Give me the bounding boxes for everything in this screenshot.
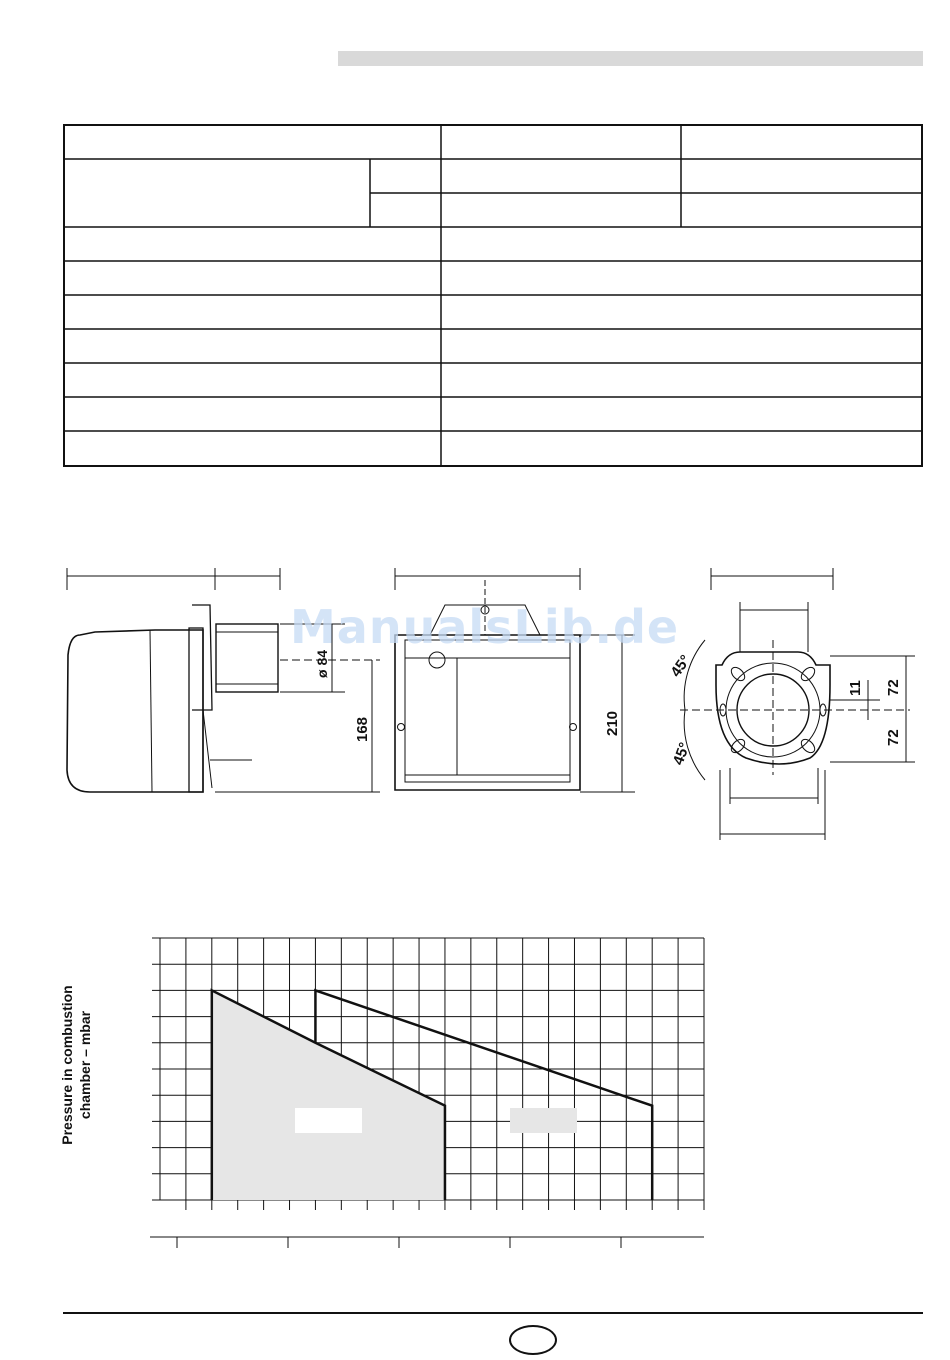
page-number-oval [509, 1325, 557, 1355]
dimension-168: 168 [354, 716, 371, 742]
dimension-angle-bottom: 45° [669, 740, 694, 768]
watermark: ManualsLib.de [290, 600, 680, 654]
range-label-box-2 [510, 1108, 577, 1133]
pressure-chart [40, 920, 740, 1260]
spec-table [63, 124, 923, 467]
header-bar [338, 51, 923, 66]
footer-rule [63, 1312, 923, 1314]
range-label-box-1 [295, 1108, 362, 1133]
dimension-72-upper: 72 [885, 679, 902, 696]
chart-y-title-line-1: Pressure in combustion [59, 985, 75, 1145]
dimension-diameter: ø 84 [314, 649, 330, 678]
dimension-angle-top: 45° [667, 651, 695, 681]
dimension-11: 11 [847, 680, 864, 696]
secondary-axis [150, 1237, 704, 1248]
dimension-72-lower: 72 [885, 729, 902, 746]
dimension-210: 210 [604, 710, 621, 736]
chart-y-title-line-2: chamber – mbar [77, 1010, 93, 1120]
chart-y-axis-title [58, 965, 94, 1165]
flange-view [680, 568, 915, 840]
